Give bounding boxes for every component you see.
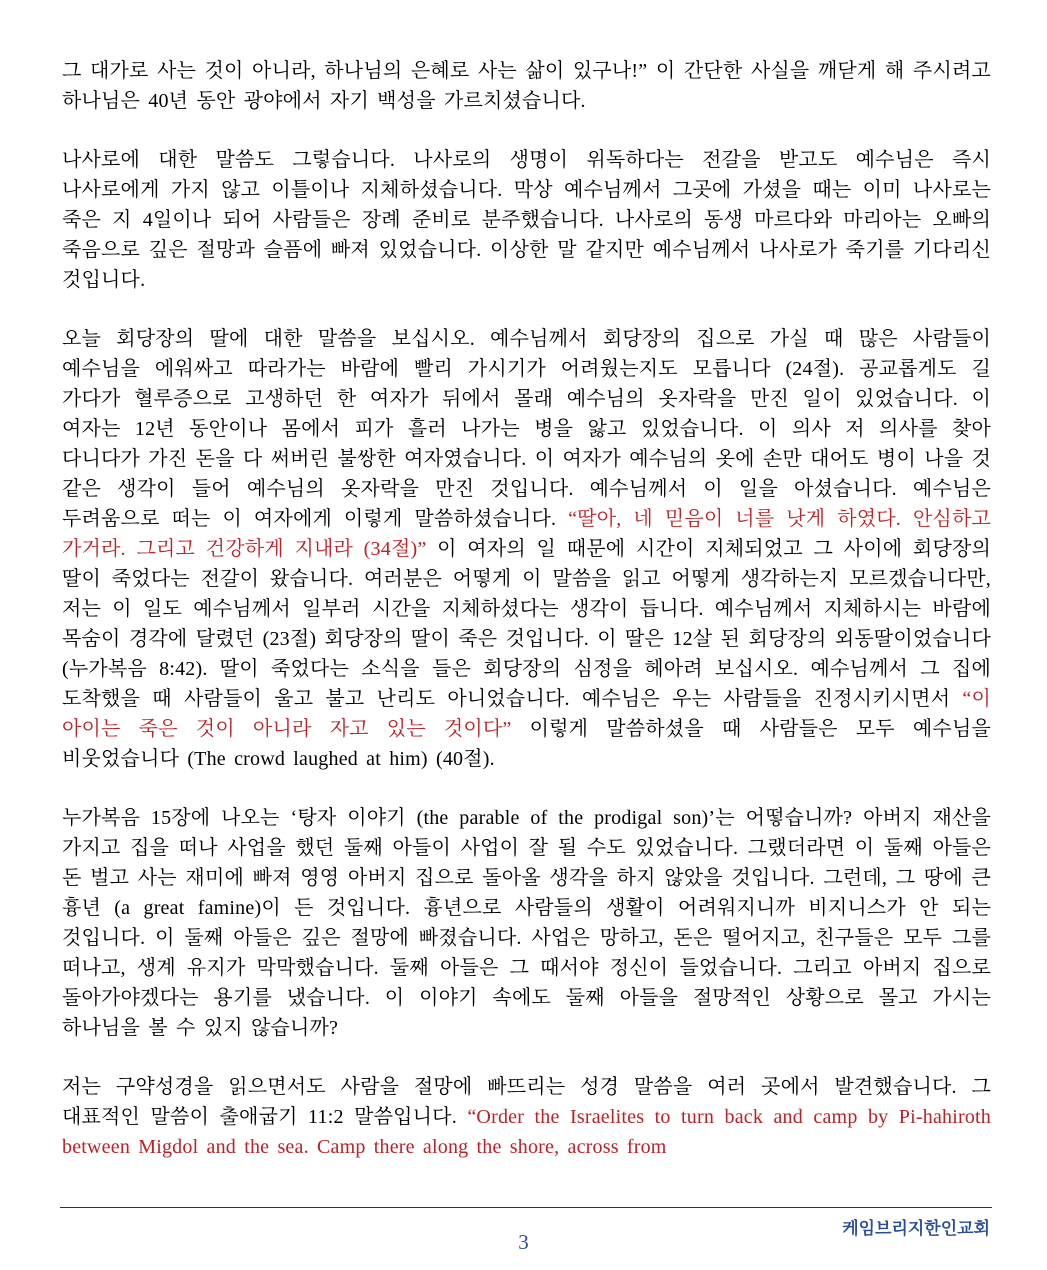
body-text: 저는 구약성경을 읽으면서도 사람을 절망에 빠뜨리는 성경 말씀을 여러 곳에서 발견했습니다. 그 대표적인 말씀이 출애굽기 11:2 말씀입니다. <box>62 1076 991 1128</box>
paragraph <box>62 56 991 116</box>
body-text: 이렇게 말씀하셨을 때 사람들은 모두 예수님을 비웃었습니다 (The crowd laughed at him) (40절). <box>62 718 991 770</box>
body-text: 그 대가로 사는 것이 아니라, 하나님의 은혜로 사는 삶이 있구나!” 이 간단한 사실을 깨닫게 해 주시려고 하나님은 40년 동안 광야에서 자기 백성을 가르치셨습니다. <box>62 60 991 112</box>
body-text: 누가복음 15장에 나오는 ‘탕자 이야기 (the parable of the prodigal son)’는 어떻습니까? 아버지 재산을 가지고 집을 떠나 사업을 했던 둘째 아들이 사업이 잘 될 수도 있었습니다. 그랬더라면 이 둘째 아들은 돈 벌고 사는 재미에 빠져 영영 아버지 집으로 돌아올 생각을 하지 않았을 것입니다. 그런데, 그 땅에 큰 흉년 (a great famine)이 든 것입니다. 흉년으로 사람들의 생활이 어려워지니까 비지니스가 안 되는 것입니다. 이 둘째 아들은 깊은 절망에 빠졌습니다. 사업은 망하고, 돈은 떨어지고, 친구들은 모두 그를 떠나고, 생계 유지가 막막했습니다. 둘째 아들은 그 때서야 정신이 들었습니다. 그리고 아버지 집으로 돌아가야겠다는 용기를 냈습니다. 이 이야기 속에도 둘째 아들을 절망적인 상황으로 몰고 가시는 하나님을 볼 수 있지 않습니까? <box>62 807 991 1039</box>
footer-page-number: 3 <box>518 1230 529 1254</box>
paragraph <box>62 145 991 295</box>
quote-text: “이 아이는 죽은 것이 아니라 자고 있는 것이다” <box>62 688 991 740</box>
paragraph <box>62 803 991 1043</box>
quote-text: “딸아, 네 믿음이 너를 낫게 하였다. 안심하고 가거라. 그리고 건강하게 지내라 (34절)” <box>62 508 991 560</box>
body-text: 이 여자의 일 때문에 시간이 지체되었고 그 사이에 회당장의 딸이 죽었다는 전갈이 왔습니다. 여러분은 어떻게 이 말씀을 읽고 어떻게 생각하는지 모르겠습니다만, 저는 이 일도 예수님께서 일부러 시간을 지체하셨다는 생각이 듭니다. 예수님께서 지체하시는 바람에 목숨이 경각에 달렸던 (23절) 회당장의 딸이 죽은 것입니다. 이 딸은 12살 된 회당장의 외동딸이었습니다 (누가복음 8:42). 딸이 죽었다는 소식을 들은 회당장의 심정을 헤아려 보십시오. 예수님께서 그 집에 도착했을 때 사람들이 울고 불고 난리도 아니었습니다. 예수님은 우는 사람들을 진정시키시면서 <box>62 538 992 710</box>
paragraph <box>62 324 991 774</box>
footer-church-name: 케임브리지한인교회 <box>842 1219 990 1238</box>
quote-text: “Order the Israelites to turn back and camp by Pi-hahiroth between Migdol and the sea. Camp there along the shore, across from <box>62 1106 991 1158</box>
document-body <box>62 56 991 1162</box>
body-text: 나사로에 대한 말씀도 그렇습니다. 나사로의 생명이 위독하다는 전갈을 받고도 예수님은 즉시 나사로에게 가지 않고 이틀이나 지체하셨습니다. 막상 예수님께서 그곳에 가셨을 때는 이미 나사로는 죽은 지 4일이나 되어 사람들은 장례 준비로 분주했습니다. 나사로의 동생 마르다와 마리아는 오빠의 죽음으로 깊은 절망과 슬픔에 빠져 있었습니다. 이상한 말 같지만 예수님께서 나사로가 죽기를 기다리신 것입니다. <box>62 149 991 291</box>
footer-divider <box>60 1207 992 1208</box>
body-text: 오늘 회당장의 딸에 대한 말씀을 보십시오. 예수님께서 회당장의 집으로 가실 때 많은 사람들이 예수님을 에워싸고 따라가는 바람에 빨리 가시기가 어려웠는지도 모릅니다 (24절). 공교롭게도 길 가다가 혈루증으로 고생하던 한 여자가 뒤에서 몰래 예수님의 옷자락을 만진 일이 있었습니다. 이 여자는 12년 동안이나 몸에서 피가 흘러 나가는 병을 앓고 있었습니다. 이 의사 저 의사를 찾아 다니다가 가진 돈을 다 써버린 불쌍한 여자였습니다. 이 여자가 예수님의 옷에 손만 대어도 병이 나을 것 같은 생각이 들어 예수님의 옷자락을 만진 것입니다. 예수님께서 이 일을 아셨습니다. 예수님은 두려움으로 떠는 이 여자에게 이렇게 말씀하셨습니다. <box>62 328 991 530</box>
paragraph <box>62 1072 991 1162</box>
